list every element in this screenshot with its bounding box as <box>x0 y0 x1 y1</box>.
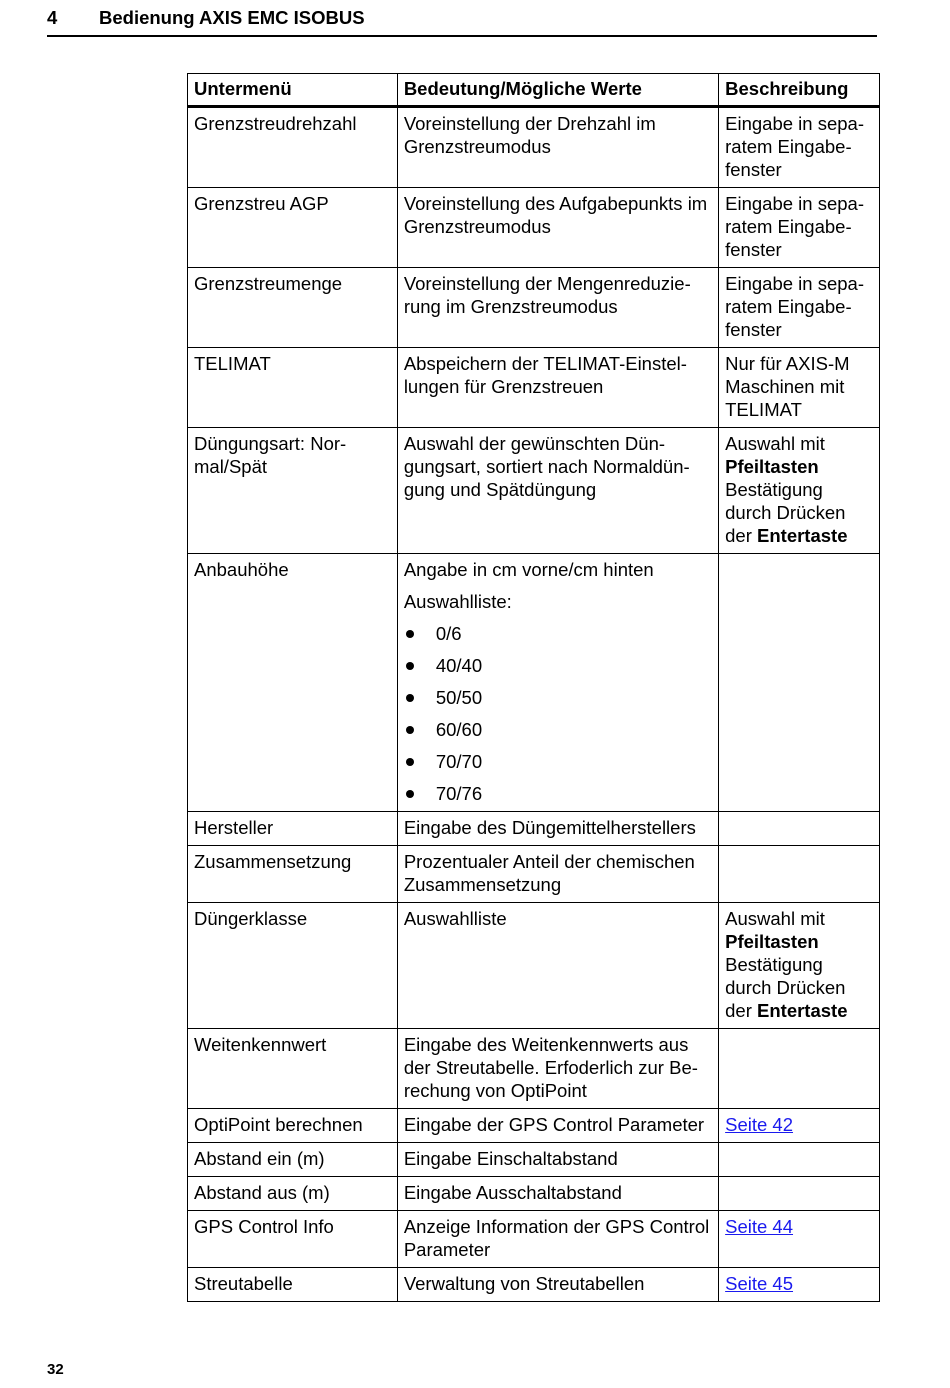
table-row <box>188 1211 880 1268</box>
cell-submenu: OptiPoint berechnen <box>188 1109 398 1143</box>
cell-submenu: Weitenkennwert <box>188 1029 398 1109</box>
cell-submenu: Anbauhöhe <box>188 554 398 812</box>
list-item: 0/6 <box>404 622 712 645</box>
cell-description <box>719 846 880 903</box>
desc-text: Bestätigung durch Drücken der <box>725 954 846 1021</box>
cell-meaning: Voreinstellung des Aufgabepunkts im Grenzstreumodus <box>397 188 718 268</box>
cell-meaning: Voreinstellung der Drehzahl im Grenzstreumodus <box>397 107 718 188</box>
list-item: 40/40 <box>404 654 712 677</box>
key-name-pfeiltasten: Pfeiltasten <box>725 456 819 477</box>
table-row <box>188 1029 880 1109</box>
table-row <box>188 846 880 903</box>
list-item: 50/50 <box>404 686 712 709</box>
key-name-entertaste: Entertaste <box>757 1000 848 1021</box>
cell-meaning: Anzeige Information der GPS Control Parameter <box>397 1211 718 1268</box>
cell-meaning: Prozentualer Anteil der chemischen Zusammensetzung <box>397 846 718 903</box>
table-row <box>188 107 880 188</box>
column-header-submenu: Untermenü <box>188 74 398 107</box>
cell-description: Eingabe in sepa-ratem Eingabe-fenster <box>719 268 880 348</box>
cell-meaning: Eingabe Ausschaltabstand <box>397 1177 718 1211</box>
cell-submenu: Grenzstreu AGP <box>188 188 398 268</box>
chapter-number: 4 <box>47 7 58 28</box>
cell-meaning: Voreinstellung der Mengenreduzie-rung im Grenzstreumodus <box>397 268 718 348</box>
cell-meaning: Eingabe des Weitenkennwerts aus der Streutabelle. Erfoderlich zur Be-rechung von OptiPoint <box>397 1029 718 1109</box>
chapter-title: Bedienung AXIS EMC ISOBUS <box>99 7 365 28</box>
desc-text: Auswahl mit <box>725 908 825 929</box>
table-header-row <box>188 74 880 107</box>
cell-meaning: Eingabe des Düngemittelherstellers <box>397 812 718 846</box>
submenu-table <box>187 73 880 1302</box>
cell-description <box>719 1143 880 1177</box>
table-row <box>188 554 880 812</box>
cell-submenu: Abstand aus (m) <box>188 1177 398 1211</box>
cell-submenu: Grenzstreumenge <box>188 268 398 348</box>
page-header <box>47 5 877 37</box>
cell-description <box>719 1109 880 1143</box>
table-row <box>188 1177 880 1211</box>
page-link-44[interactable]: Seite 44 <box>725 1216 794 1237</box>
desc-text: Auswahl mit <box>725 433 825 454</box>
cell-submenu: Düngerklasse <box>188 903 398 1029</box>
cell-description: Nur für AXIS-M Maschinen mit TELIMAT <box>719 348 880 428</box>
cell-submenu: Abstand ein (m) <box>188 1143 398 1177</box>
cell-meaning: Abspeichern der TELIMAT-Einstel-lungen für Grenzstreuen <box>397 348 718 428</box>
cell-meaning: Verwaltung von Streutabellen <box>397 1268 718 1302</box>
list-item: 60/60 <box>404 718 712 741</box>
cell-description <box>719 1177 880 1211</box>
table-row <box>188 1143 880 1177</box>
cell-description: Eingabe in sepa-ratem Eingabe-fenster <box>719 188 880 268</box>
list-item: 70/70 <box>404 750 712 773</box>
option-list <box>404 622 712 805</box>
page-link-42[interactable]: Seite 42 <box>725 1114 794 1135</box>
key-name-entertaste: Entertaste <box>757 525 848 546</box>
column-header-meaning: Bedeutung/Mögliche Werte <box>397 74 718 107</box>
cell-description <box>719 554 880 812</box>
cell-description: Eingabe in sepa-ratem Eingabe-fenster <box>719 107 880 188</box>
cell-meaning: Auswahlliste <box>397 903 718 1029</box>
cell-submenu: Streutabelle <box>188 1268 398 1302</box>
cell-meaning: Eingabe Einschaltabstand <box>397 1143 718 1177</box>
desc-text: Bestätigung durch Drücken der <box>725 479 846 546</box>
table-row <box>188 428 880 554</box>
table-row <box>188 812 880 846</box>
page-link-45[interactable]: Seite 45 <box>725 1273 794 1294</box>
meaning-text: Angabe in cm vorne/cm hinten <box>403 559 654 580</box>
cell-description <box>719 1268 880 1302</box>
table-row <box>188 903 880 1029</box>
cell-submenu: GPS Control Info <box>188 1211 398 1268</box>
table-row <box>188 188 880 268</box>
list-item: 70/76 <box>404 782 712 805</box>
cell-submenu: Grenzstreudrehzahl <box>188 107 398 188</box>
cell-description <box>719 428 880 554</box>
cell-submenu: Hersteller <box>188 812 398 846</box>
cell-meaning <box>397 554 718 812</box>
cell-meaning: Eingabe der GPS Control Parameter <box>397 1109 718 1143</box>
cell-description <box>719 812 880 846</box>
table-row <box>188 1268 880 1302</box>
page-number: 32 <box>47 1361 64 1378</box>
cell-submenu: Zusammensetzung <box>188 846 398 903</box>
key-name-pfeiltasten: Pfeiltasten <box>725 931 819 952</box>
table-row <box>188 1109 880 1143</box>
cell-description <box>719 903 880 1029</box>
column-header-description: Beschreibung <box>719 74 880 107</box>
cell-submenu: TELIMAT <box>188 348 398 428</box>
table-row <box>188 268 880 348</box>
list-label: Auswahlliste: <box>403 591 512 612</box>
cell-meaning: Auswahl der gewünschten Dün-gungsart, sortiert nach Normaldün-gung und Spätdüngung <box>397 428 718 554</box>
cell-submenu: Düngungsart: Nor-mal/Spät <box>188 428 398 554</box>
cell-description <box>719 1029 880 1109</box>
table-row <box>188 348 880 428</box>
cell-description <box>719 1211 880 1268</box>
